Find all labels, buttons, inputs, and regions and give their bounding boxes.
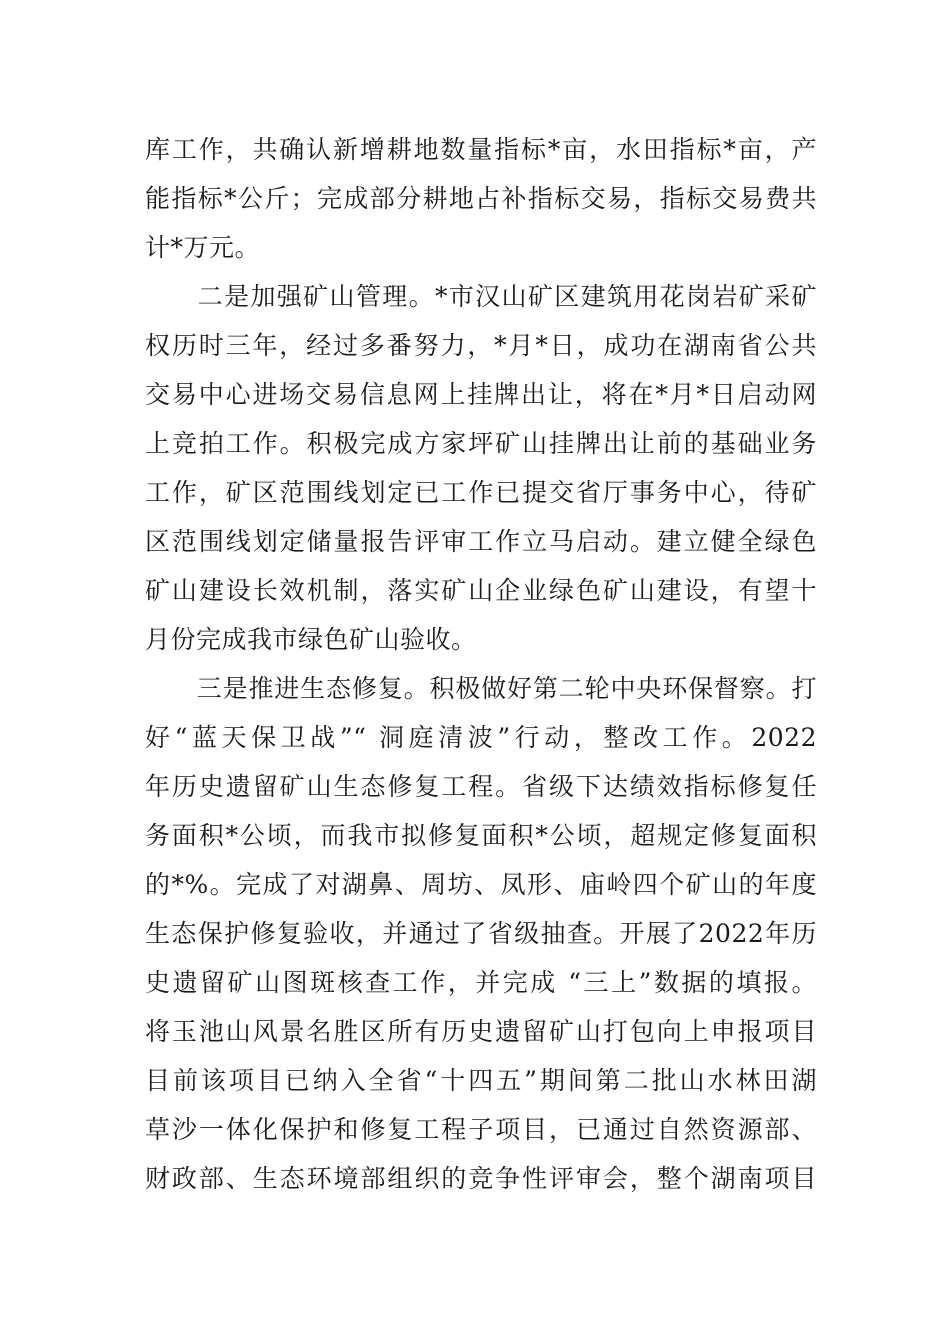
text-line: 计*万元。 [145, 233, 261, 262]
text-line: 好“蓝天保卫战”“ 洞庭清波”行动，整改工作。2022 [145, 723, 817, 752]
text-line: 工作，矿区范围线划定已工作已提交省厅事务中心，待矿 [145, 478, 817, 507]
text-line: 三是推进生态修复。积极做好第二轮中央环保督察。打 [145, 674, 817, 703]
text-line: 库工作，共确认新增耕地数量指标*亩，水田指标*亩，产 [145, 135, 817, 164]
text-line: 的*%。完成了对湖鼻、周坊、凤形、庙岭四个矿山的年度 [145, 870, 817, 899]
text-line: 史遗留矿山图斑核查工作，并完成 “三上”数据的填报。 [145, 968, 817, 997]
text-line: 将玉池山风景名胜区所有历史遗留矿山打包向上申报项目 [145, 1017, 817, 1046]
paragraph-2 [145, 272, 817, 664]
text-line: 目前该项目已纳入全省“十四五”期间第二批山水林田湖 [145, 1066, 817, 1095]
text-line: 能指标*公斤；完成部分耕地占补指标交易，指标交易费共 [145, 184, 817, 213]
text-line: 务面积*公顷，而我市拟修复面积*公顷，超规定修复面积 [145, 821, 817, 850]
text-line: 上竞拍工作。积极完成方家坪矿山挂牌出让前的基础业务 [145, 429, 817, 458]
text-line: 权历时三年，经过多番努力，*月*日，成功在湖南省公共 [145, 331, 817, 360]
text-line: 矿山建设长效机制，落实矿山企业绿色矿山建设，有望十 [145, 576, 817, 605]
paragraph-1 [145, 125, 817, 272]
body-text [145, 125, 817, 1203]
text-line: 月份完成我市绿色矿山验收。 [145, 625, 477, 654]
text-line: 财政部、生态环境部组织的竞争性评审会，整个湖南项目 [145, 1164, 817, 1193]
text-line: 生态保护修复验收，并通过了省级抽查。开展了2022年历 [145, 919, 817, 948]
text-line: 区范围线划定储量报告评审工作立马启动。建立健全绿色 [145, 527, 817, 556]
text-line: 交易中心进场交易信息网上挂牌出让，将在*月*日启动网 [145, 380, 817, 409]
text-line: 草沙一体化保护和修复工程子项目，已通过自然资源部、 [145, 1115, 817, 1144]
text-line: 二是加强矿山管理。*市汉山矿区建筑用花岗岩矿采矿 [145, 282, 817, 311]
paragraph-3 [145, 664, 817, 1203]
text-line: 年历史遗留矿山生态修复工程。省级下达绩效指标修复任 [145, 772, 817, 801]
